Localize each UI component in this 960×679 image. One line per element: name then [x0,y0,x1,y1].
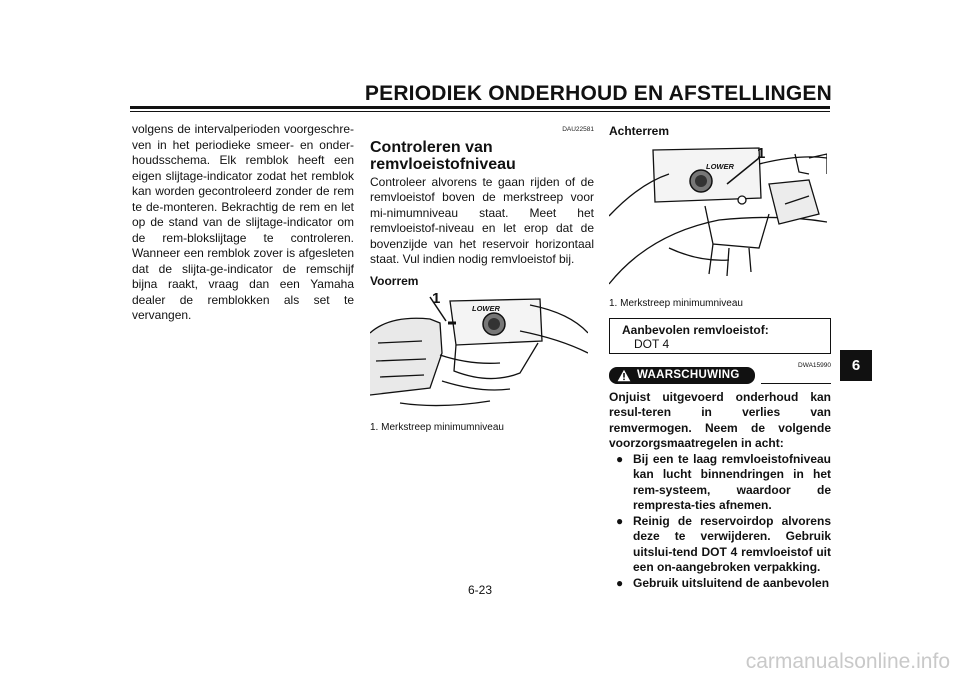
page-header-title: PERIODIEK ONDERHOUD EN AFSTELLINGEN [364,82,832,105]
recommended-fluid-value: DOT 4 [634,336,670,351]
rear-brake-figure [609,144,827,289]
front-caption: 1. Merkstreep minimumniveau [370,422,504,433]
rear-callout-1: 1 [757,144,766,162]
bullet-dot-icon: ● [616,513,624,528]
front-callout-1: 1 [432,293,441,307]
warning-rule [761,383,831,384]
warning-triangle-icon [617,369,631,382]
middle-paragraph: Controleer alvorens te gaan rijden of de remvloeistof boven de merkstreep voor mi-nimumniveau staat. Meet het remvloeistof-niveau en let erop dat de bovenzijde van het reservoir horizontaal staat. Vul indien nodig remvloeistof bij. [370,174,594,266]
warning-code: DWA15990 [798,361,831,369]
left-paragraph: volgens de intervalperioden voorgeschre-ven in het periodieke smeer- en onder-houdsschema. Elk remblok heeft een eigen slijtage-indicator zodat het remblok kan worden gecontroleerd zonder de rem te de-monteren. Bekrachtig de rem en let op de stand van de slijtage-indicator om de rem-blokslijtage te controleren. Wanneer een remblok zover is afgesleten dat de slijta-ge-indicator de remschijf bijna raakt, vraag dan een Yamaha dealer de remblokken als set te vervangen. [132,122,354,322]
warning-badge-label: WAARSCHUWING [637,368,740,381]
header-rule-thin [130,111,830,112]
front-brake-figure [370,293,588,413]
warning-header [609,360,831,382]
warning-text: Onjuist uitgevoerd onderhoud kan resul-teren in verlies van remvermogen. Neem de volgende voorzorgsmaatregelen in acht: [609,389,831,450]
doc-code: DAU22581 [562,126,594,133]
bullet-dot-icon: ● [616,451,624,466]
warning-bullet-text: Bij een te laag remvloeistofniveau kan lucht binnendringen in het rem-systeem, waardoor de rempresta-ties afnemen. [633,451,831,512]
warning-bullet-text: Reinig de reservoirdop alvorens deze te verwijderen. Gebruik uitslui-tend DOT 4 remvloeistof uit een on-aangebroken verpakking. [633,513,831,574]
rear-brake-subtitle: Achterrem [609,124,670,138]
recommended-fluid-label: Aanbevolen remvloeistof: [622,322,769,337]
section-title: Controleren van remvloeistofniveau [370,138,516,173]
warning-bullet-text: Gebruik uitsluitend de aanbevolen [633,575,830,590]
warning-badge [609,367,755,384]
header-rule-thick [130,106,830,109]
warning-bullet [609,514,831,576]
middle-column [370,122,594,434]
front-lower-mark: LOWER [472,304,500,313]
rear-reservoir-illustration [609,144,827,289]
right-column [609,122,831,591]
rear-caption: 1. Merkstreep minimumniveau [609,297,743,309]
front-brake-subtitle: Voorrem [370,273,419,288]
watermark: carmanualsonline.info [745,650,950,673]
front-reservoir-illustration [370,293,588,413]
rear-lower-mark: LOWER [706,161,734,171]
page-number: 6-23 [467,583,493,597]
recommended-fluid-box [609,318,831,354]
bullet-dot-icon: ● [616,575,624,590]
warning-bullet [609,452,831,514]
chapter-tab: 6 [840,350,872,381]
left-column [132,122,354,324]
warning-bullet-list [609,452,831,592]
